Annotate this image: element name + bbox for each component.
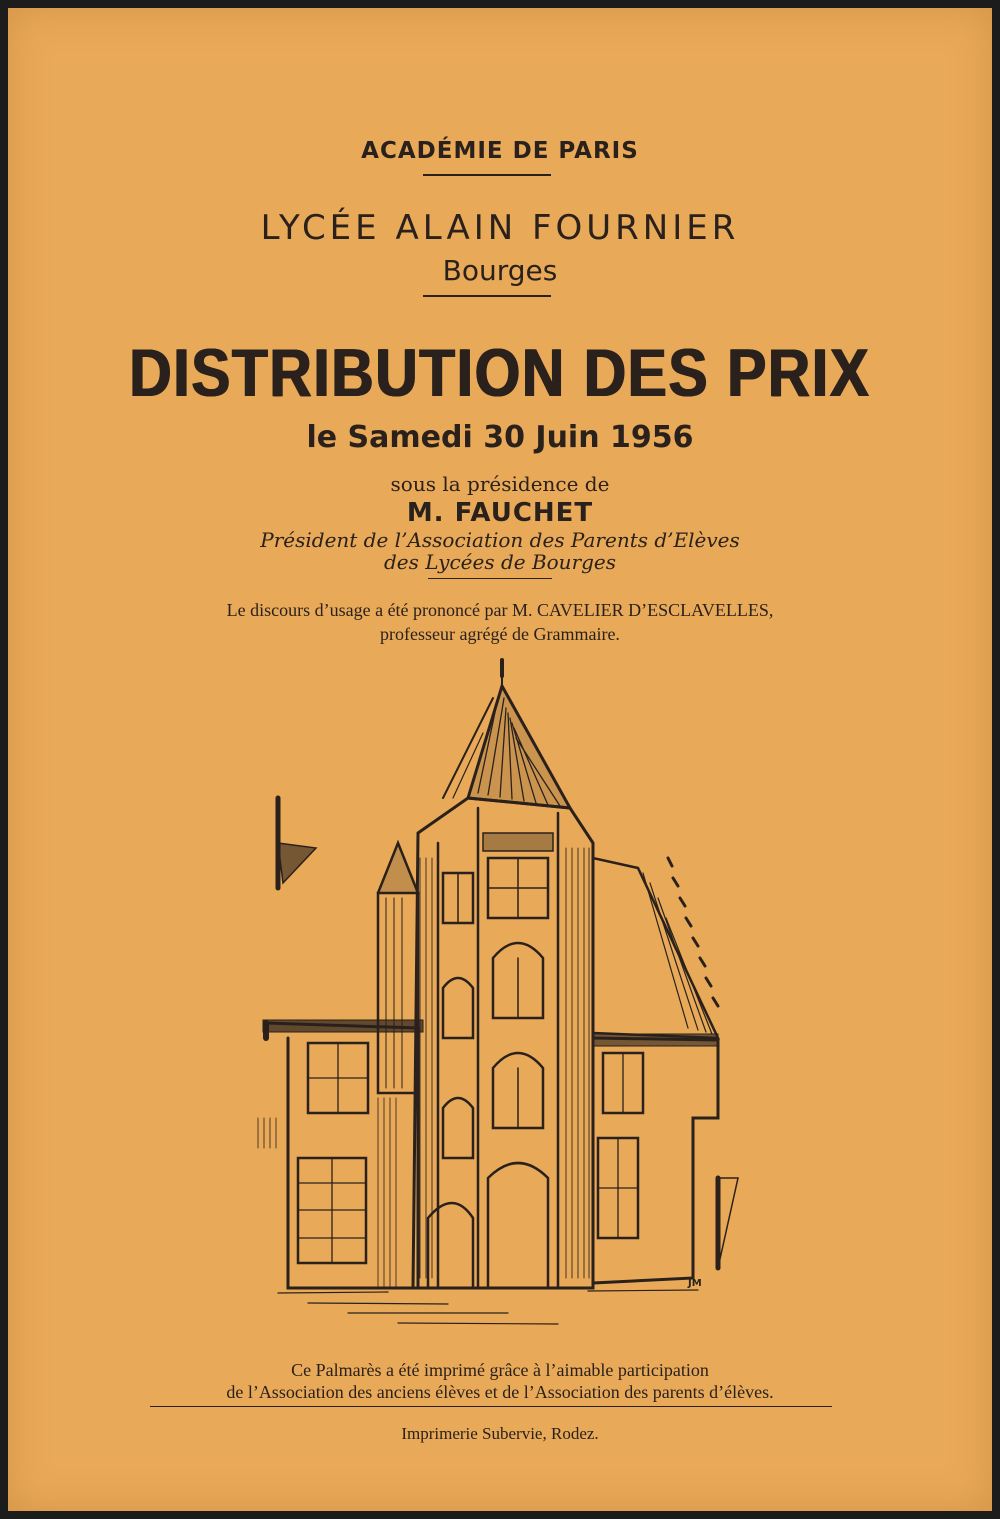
divider-school [423,295,551,297]
president-role-line-2: des Lycées de Bourges [383,550,617,574]
divider-academy [423,174,551,176]
academy-heading: ACADÉMIE DE PARIS [361,138,639,164]
event-date: le Samedi 30 Juin 1956 [306,420,694,455]
divider-president [428,578,552,579]
svg-text:JM: JM [688,1278,702,1289]
gothic-tower-building-icon [248,658,748,1348]
page-title: DISTRIBUTION DES PRIX [129,335,871,411]
printer-credit: Imprimerie Subervie, Rodez. [401,1424,599,1443]
palmares-note-line-2: de l’Association des anciens élèves et de l’Association des parents d’élèves. [226,1382,774,1402]
school-name: LYCÉE ALAIN FOURNIER [260,208,740,248]
speech-line-2: professeur agrégé de Grammaire. [380,624,620,644]
program-cover [8,8,992,1511]
presidence-intro: sous la présidence de [390,472,610,496]
president-name: M. FAUCHET [406,498,594,528]
speech-line-1: Le discours d’usage a été prononcé par M. CAVELIER D’ESCLAVELLES, [226,600,774,620]
divider-footer [150,1406,832,1407]
president-role-line-1: Président de l’Association des Parents d’Elèves [260,528,740,552]
school-city: Bourges [442,254,558,287]
palmares-note-line-1: Ce Palmarès a été imprimé grâce à l’aimable participation [291,1360,709,1380]
